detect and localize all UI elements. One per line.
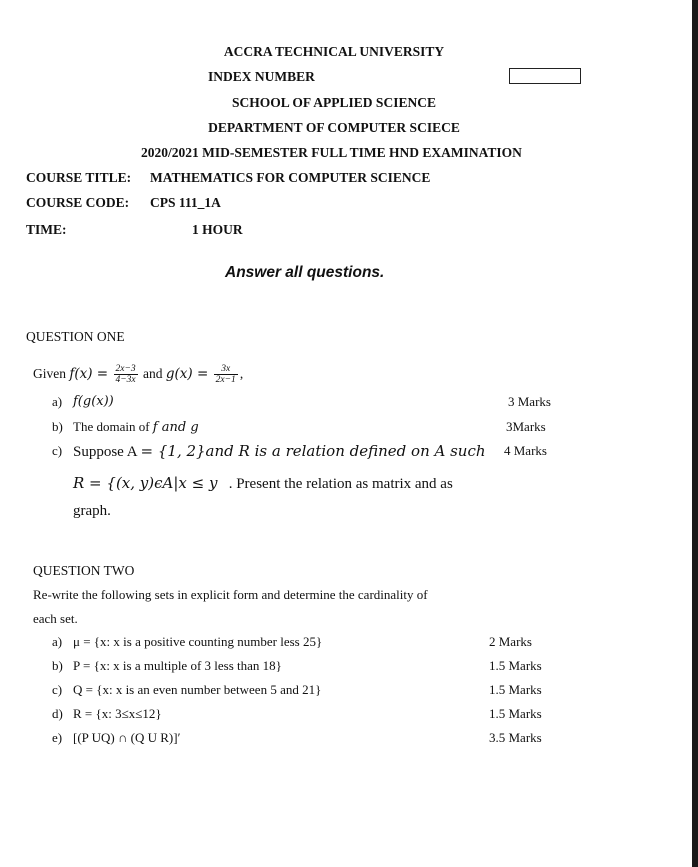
q1-item-marks-b: 3Marks — [506, 419, 546, 434]
q2-item-marks-a: 2 Marks — [489, 634, 532, 649]
q2-item-text-b: P = {x: x is a multiple of 3 less than 18} — [73, 658, 282, 673]
exam-title: 2020/2021 MID-SEMESTER FULL TIME HND EXAMINATION — [141, 145, 522, 160]
q2-item-letter-a: a) — [52, 634, 63, 649]
question-two-intro-line2: each set. — [33, 611, 78, 626]
question-two-intro-line1: Re-write the following sets in explicit form and determine the cardinality of — [33, 587, 428, 602]
g-definition-lhs: g(x) = — [165, 366, 209, 382]
q2-item-text-c: Q = {x: x is an even number between 5 and 21} — [73, 682, 322, 697]
q2-item-letter-e: e) — [52, 730, 63, 745]
f-fraction — [114, 364, 138, 385]
g-numerator: 3x — [214, 364, 238, 375]
index-number-box[interactable] — [509, 68, 581, 84]
course-code-value: CPS 111_1A — [150, 195, 221, 210]
school-name: SCHOOL OF APPLIED SCIENCE — [232, 95, 436, 110]
time-label: TIME: — [26, 222, 67, 237]
course-title-value: MATHEMATICS FOR COMPUTER SCIENCE — [150, 170, 431, 185]
given-suffix: , — [239, 366, 244, 381]
question-two-heading: QUESTION TWO — [33, 563, 135, 578]
q2-item-marks-c: 1.5 Marks — [489, 682, 542, 697]
q2-item-text-e: [(P UQ) ∩ (Q U R)]′ — [73, 730, 181, 745]
q1-item-letter-c: c) — [52, 443, 63, 458]
f-numerator: 2x−3 — [115, 364, 136, 375]
time-value: 1 HOUR — [192, 222, 243, 237]
q2-item-marks-e: 3.5 Marks — [489, 730, 542, 745]
question-one-heading: QUESTION ONE — [26, 329, 125, 344]
index-number-label: INDEX NUMBER — [208, 69, 315, 84]
q2-item-text-a: μ = {x: x is a positive counting number less 25} — [73, 634, 323, 649]
q2-item-marks-b: 1.5 Marks — [489, 658, 542, 673]
q2-item-text-d: R = {x: 3≤x≤12} — [73, 706, 162, 721]
page-edge — [692, 0, 698, 867]
instruction: Answer all questions. — [225, 264, 385, 281]
q1-item-text-b: The domain of f and g — [73, 419, 199, 435]
f-denominator: 4−3x — [115, 375, 136, 386]
course-title-label: COURSE TITLE: — [26, 170, 132, 185]
q1-item-letter-b: b) — [52, 419, 63, 434]
g-fraction — [214, 364, 238, 385]
q1-item-letter-a: a) — [52, 394, 63, 409]
q2-item-letter-b: b) — [52, 658, 63, 673]
f-definition-lhs: f(x) = — [69, 366, 109, 382]
q1-item-c-line3: graph. — [73, 503, 111, 519]
g-denominator: 2x−1 — [215, 375, 236, 386]
department-name: DEPARTMENT OF COMPUTER SCIECE — [208, 120, 460, 135]
course-code-label: COURSE CODE: — [26, 195, 130, 210]
q1-item-text-c: Suppose A = {1, 2}and R is a relation defined on A such — [73, 442, 486, 460]
q1-item-marks-c: 4 Marks — [504, 443, 547, 458]
q2-item-marks-d: 1.5 Marks — [489, 706, 542, 721]
q1-item-marks-a: 3 Marks — [508, 394, 551, 409]
q1-item-text-a: f(g(x)) — [73, 394, 114, 409]
question-one-given — [33, 360, 243, 388]
university-name: ACCRA TECHNICAL UNIVERSITY — [223, 44, 445, 59]
q2-item-letter-d: d) — [52, 706, 63, 721]
q1-item-c-line2: R = {(x, y)ϵA|x ≤ y . Present the relation as matrix and as — [73, 474, 453, 492]
given-prefix: Given — [33, 366, 70, 381]
q2-item-letter-c: c) — [52, 682, 63, 697]
and-text: and — [143, 366, 163, 381]
